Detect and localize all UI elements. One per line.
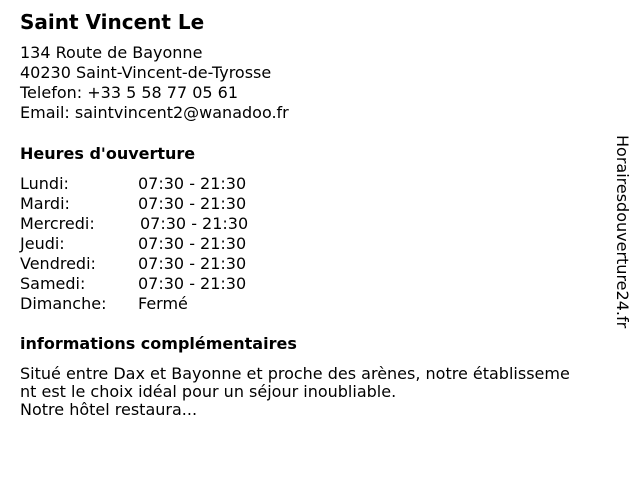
- opening-hours-heading: Heures d'ouverture: [20, 144, 196, 163]
- time-range: 07:30 - 21:30: [138, 194, 247, 213]
- time-range: 07:30 - 21:30: [138, 234, 247, 253]
- day-label: Dimanche:: [20, 294, 107, 313]
- business-name: Saint Vincent Le: [20, 10, 205, 34]
- info-line-2: nt est le choix idéal pour un séjour inoubliable.: [20, 382, 397, 401]
- day-label: Samedi:: [20, 274, 86, 293]
- time-range: 07:30 - 21:30: [138, 274, 247, 293]
- day-label: Lundi:: [20, 174, 69, 193]
- email-address: Email: saintvincent2@wanadoo.fr: [20, 103, 289, 122]
- address-city: 40230 Saint-Vincent-de-Tyrosse: [20, 63, 272, 82]
- day-label: Jeudi:: [20, 234, 65, 253]
- info-line-1: Situé entre Dax et Bayonne et proche des arènes, notre établisseme: [20, 364, 570, 383]
- time-range: 07:30 - 21:30: [138, 254, 247, 273]
- info-line-3: Notre hôtel restaura...: [20, 400, 198, 419]
- address-street: 134 Route de Bayonne: [20, 43, 203, 62]
- time-range: 07:30 - 21:30: [140, 214, 249, 233]
- day-label: Mercredi:: [20, 214, 95, 233]
- time-range: 07:30 - 21:30: [138, 174, 247, 193]
- additional-info-heading: informations complémentaires: [20, 334, 297, 353]
- additional-info-text: [20, 365, 620, 419]
- day-label: Vendredi:: [20, 254, 96, 273]
- time-range: Fermé: [138, 294, 188, 313]
- contact-block: [20, 43, 289, 123]
- day-label: Mardi:: [20, 194, 70, 213]
- site-watermark: Horairesdouverture24.fr: [613, 135, 632, 329]
- phone-number: Telefon: +33 5 58 77 05 61: [20, 83, 239, 102]
